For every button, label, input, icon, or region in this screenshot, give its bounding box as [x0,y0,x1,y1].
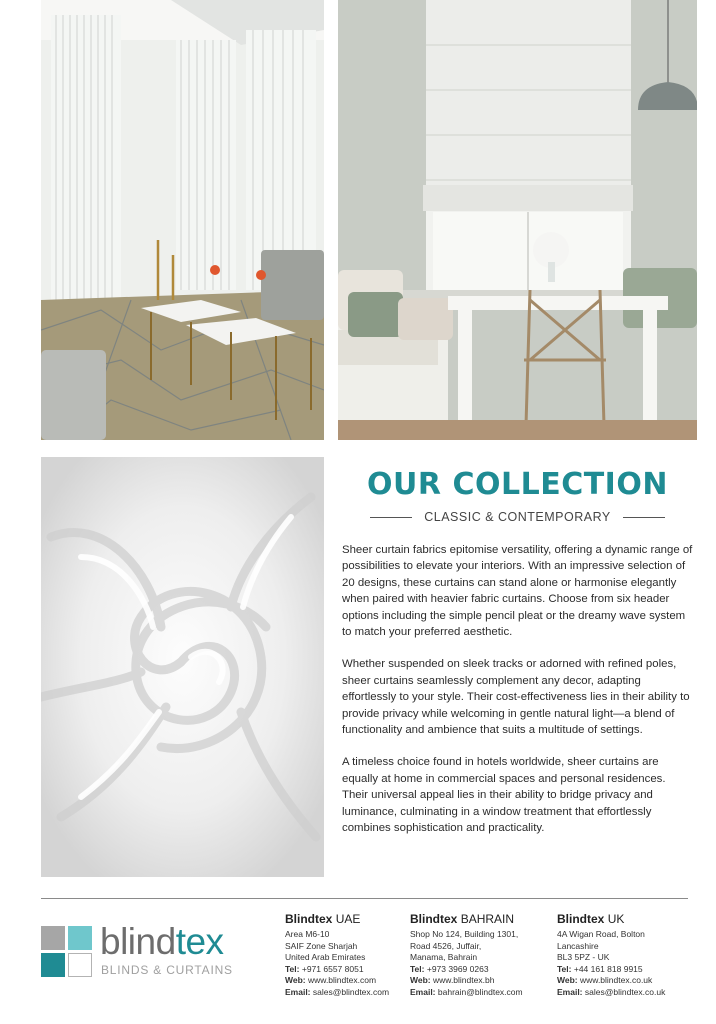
logo-squares-icon [41,926,93,978]
dining-room-roman-blind-photo [338,0,697,440]
collection-paragraph: A timeless choice found in hotels worldwide, sheer curtains are equally at home in commercial spaces and personal residences. Their universal appeal lies in their ability to bridge privacy and luminance, culminating in a window treatment that effortlessly combines sophistication and practicality. [342,756,666,835]
office-address-line: 4A Wigan Road, Bolton [557,929,645,939]
office-address-line: Manama, Bahrain [410,952,478,963]
collection-body [338,542,697,837]
office-bahrain [410,912,550,999]
office-address-line: SAIF Zone Sharjah [285,940,358,951]
office-address-line: United Arab Emirates [285,952,366,963]
living-room-sheer-curtains-photo [41,0,324,440]
office-web[interactable]: Web: www.blindtex.bh [410,975,495,986]
office-address-line: Area M6-10 [285,929,330,939]
subtitle-rule-left [370,517,412,518]
office-web[interactable]: Web: www.blindtex.com [285,975,377,986]
office-address-line: Road 4526, Juffair, [410,940,482,951]
collection-title: OUR COLLECTION [367,467,668,502]
subtitle-rule-right [623,517,665,518]
office-tel: Tel: +971 6557 8051 [285,963,364,974]
office-name: Blindtex BAHRAIN [410,912,515,926]
office-name: Blindtex UK [557,912,625,926]
office-name: Blindtex UAE [285,912,361,926]
white-sheer-fabric-swirl-photo [41,457,324,877]
office-email[interactable]: Email: sales@blindtex.com [285,986,390,997]
office-email[interactable]: Email: bahrain@blindtex.com [410,986,523,997]
collection-paragraph: Sheer curtain fabrics epitomise versatility, offering a dynamic range of possibilities to elevate your interiors. With an impressive selection of 20 designs, these curtains can stand alone or harmonise elegantly when paired with heavier fabric curtains. Choose from six header options including the simple pencil pleat or the dreamy wave system to match your preferred aesthetic. [342,544,693,639]
logo-wordmark: blindtex [100,921,224,962]
office-tel: Tel: +44 161 818 9915 [557,963,643,974]
office-uk [557,912,697,999]
collection-paragraph: Whether suspended on sleek tracks or adorned with refined poles, sheer curtains seamlessly complement any decor, adapting effortlessly to your style. Their cost-effectiveness lies in their ability to provide privacy while welcoming in gentle natural light—a blend of functionality and ambience that suits a multitude of settings. [342,658,690,737]
office-tel: Tel: +973 3969 0263 [410,963,489,974]
subtitle-row [338,510,697,524]
office-email[interactable]: Email: sales@blindtex.co.uk [557,986,666,997]
office-address-line: BL3 5PZ - UK [557,952,610,963]
office-address-line: Lancashire [557,940,599,951]
office-web[interactable]: Web: www.blindtex.co.uk [557,975,653,986]
logo-tagline: BLINDS & CURTAINS [101,963,233,977]
collection-section [338,457,697,853]
footer-divider [41,898,688,899]
office-uae [285,912,405,999]
office-address-line: Shop No 124, Building 1301, [410,929,519,939]
blindtex-logo [41,921,271,982]
collection-subtitle: CLASSIC & CONTEMPORARY [424,510,611,524]
